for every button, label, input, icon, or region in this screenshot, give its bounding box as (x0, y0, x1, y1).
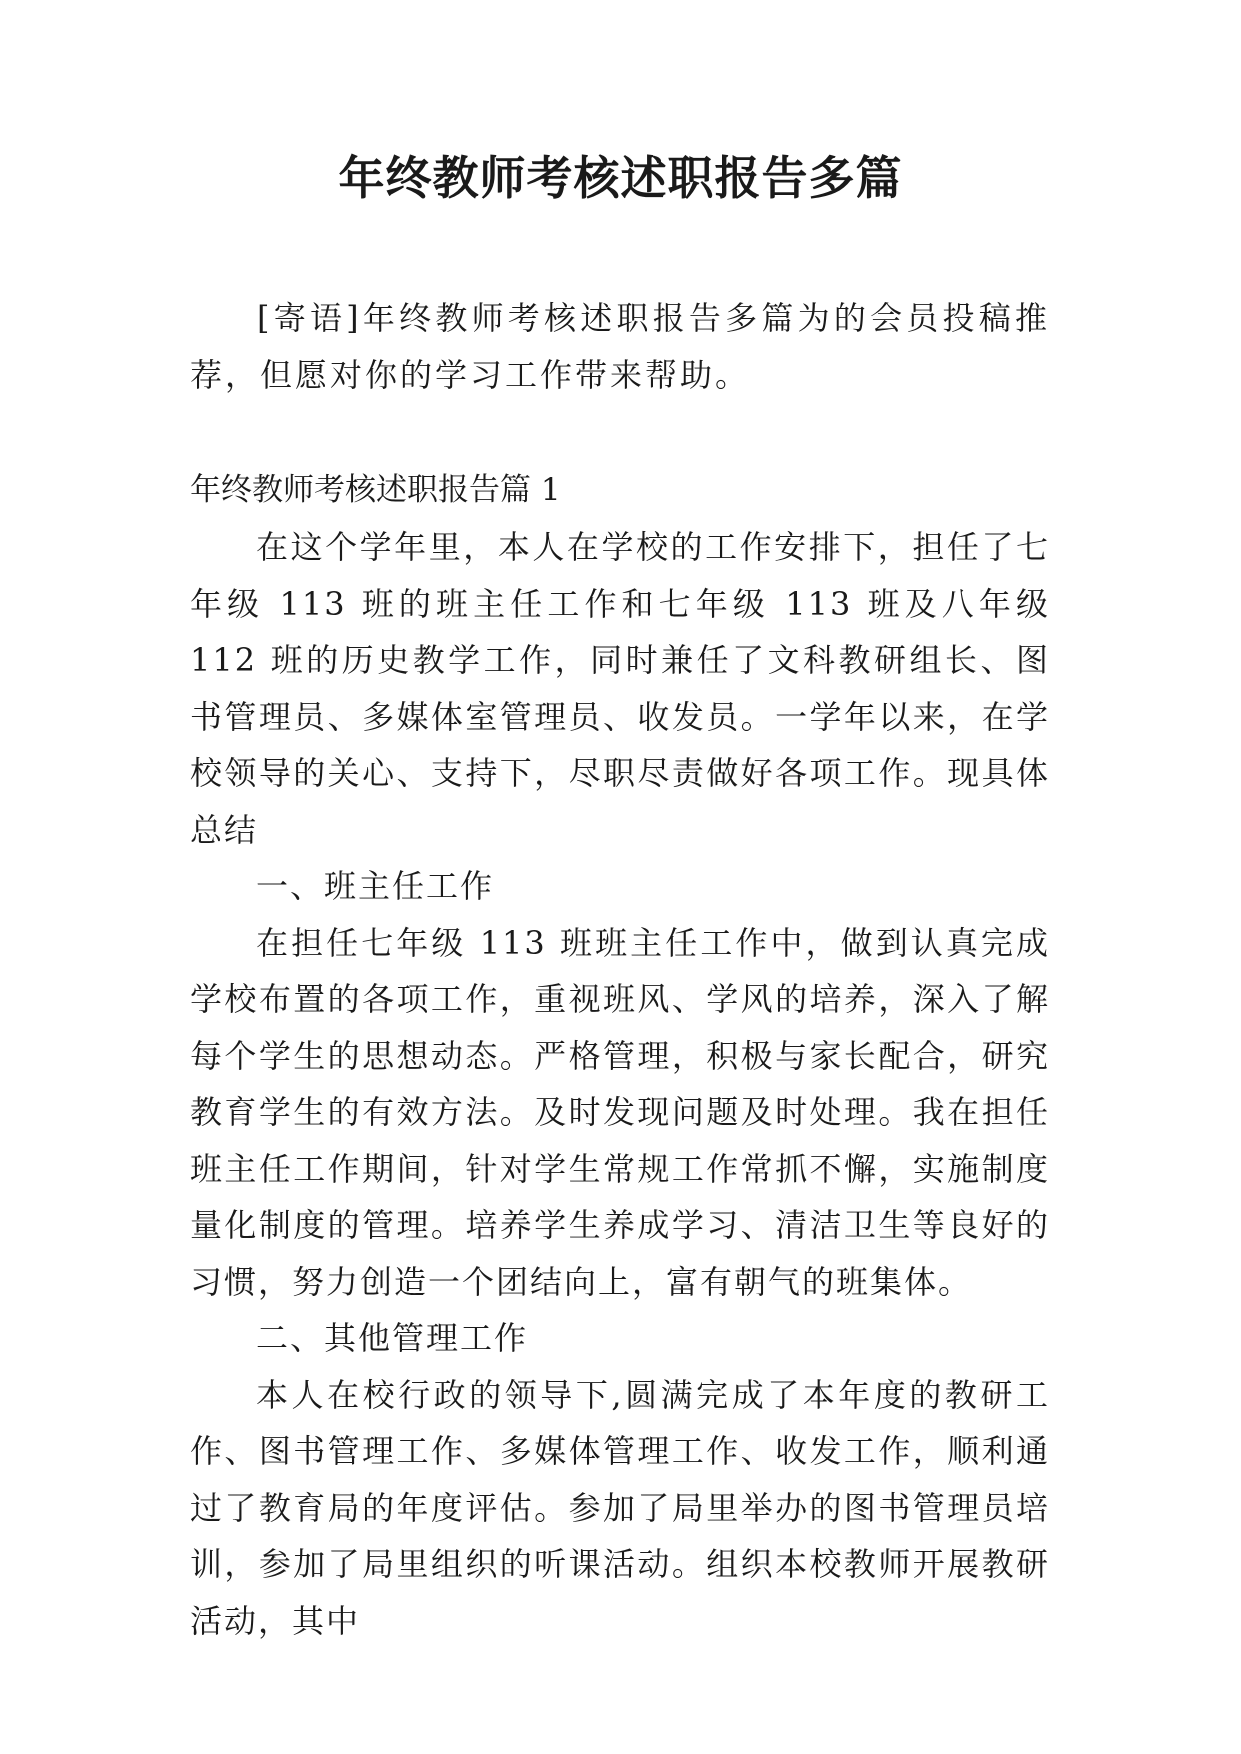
paragraph-other-management-work: 本人在校行政的领导下,圆满完成了本年度的教研工作、图书管理工作、多媒体管理工作、收发工作，顺利通过了教育局的年度评估。参加了局里举办的图书管理员培训，参加了局里组织的听课活动。组织本校教师开展教研活动，其中 (190, 1375, 1050, 1640)
heading-class-teacher-work: 一、班主任工作 (256, 867, 495, 905)
section-title: 年终教师考核述职报告篇 1 (190, 472, 561, 508)
section-body (190, 519, 1050, 1649)
heading-other-management-work: 二、其他管理工作 (256, 1319, 529, 1357)
document-title: 年终教师考核述职报告多篇 (338, 151, 903, 205)
intro-paragraph: [寄语]年终教师考核述职报告多篇为的会员投稿推荐，但愿对你的学习工作带来帮助。 (190, 299, 1050, 394)
paragraph-class-teacher-work: 在担任七年级 113 班班主任工作中，做到认真完成学校布置的各项工作，重视班风、学风的培养，深入了解每个学生的思想动态。严格管理，积极与家长配合，研究教育学生的有效方法。及时发现问题及时处理。我在担任班主任工作期间，针对学生常规工作常抓不懈，实施制度量化制度的管理。培养学生养成学习、清洁卫生等良好的习惯，努力创造一个团结向上，富有朝气的班集体。 (190, 923, 1050, 1301)
paragraph-intro-duties: 在这个学年里，本人在学校的工作安排下，担任了七年级 113 班的班主任工作和七年级 113 班及八年级 112 班的历史教学工作，同时兼任了文科教研组长、图书管理员、多媒体室管理员、收发员。一学年以来，在学校领导的关心、支持下，尽职尽责做好各项工作。现具体总结 (190, 528, 1050, 849)
